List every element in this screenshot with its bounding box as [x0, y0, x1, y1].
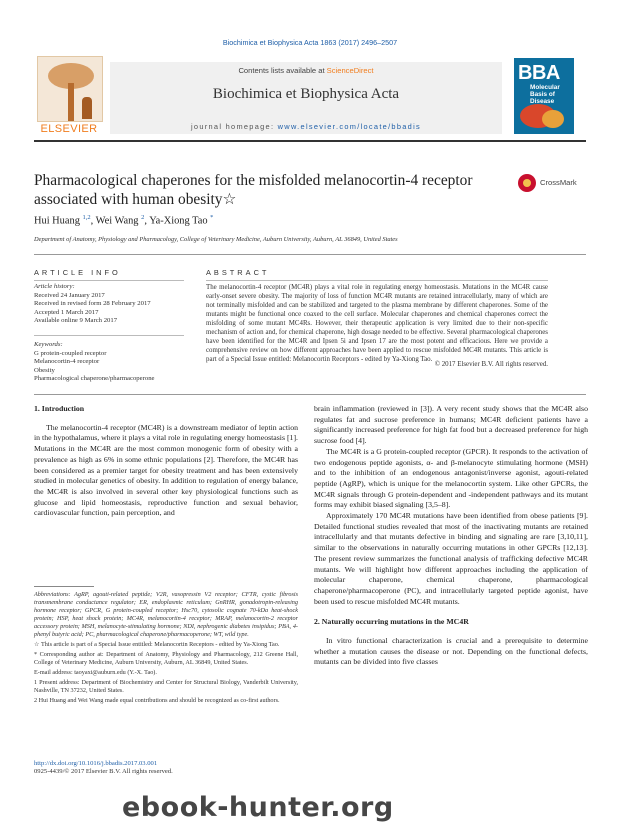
author-affiliation-mark[interactable]: 1,2	[82, 214, 91, 221]
crossmark-icon	[518, 174, 536, 192]
body-left-column	[34, 404, 298, 519]
contents-line	[110, 66, 502, 75]
watermark: ebook-hunter.org	[122, 792, 394, 823]
history-online: Available online 9 March 2017	[34, 317, 118, 325]
author-name[interactable]: Ya-Xiong Tao	[149, 215, 208, 227]
author-list: Hui Huang $^{1,2}$, Wei Wang $^2$, Ya-Xiong Tao *	[34, 214, 214, 227]
body-right-column	[314, 404, 588, 668]
journal-cover-thumbnail	[514, 58, 574, 134]
author-name[interactable]: Wei Wang	[95, 215, 139, 227]
doi-link[interactable]: http://dx.doi.org/10.1016/j.bbadis.2017.03.001	[34, 760, 158, 767]
crossmark-label: CrossMark	[540, 178, 577, 187]
corresponding-author-footnote: * Corresponding author at: Department of Anatomy, Physiology and Pharmacology, 212 Greene Hall, College of Veterinary Medicine, Auburn University, Auburn, AL 36849, United States.	[34, 651, 298, 666]
keyword: Obesity	[34, 366, 55, 374]
introduction-paragraph: The melanocortin-4 receptor (MC4R) is a downstream mediator of leptin action in the hypothalamus, where it plays a vital role in regulating energy homeostasis [1]. Mutations in the MC4R are the most common monogenic form of obesity with a prevalence as high as 6% in some ethnic populations [2]. Therefore, the MC4R has been considered as a premier target for obesity treatment and has been extensively studied in molecular genetics of obesity. In addition to regulation of energy balance, the MC4R is also involved in several other key physiological functions such as glucose and lipid homeostasis, reproductive function and sexual behavior, cardiovascular function, pain perception, and	[34, 422, 298, 518]
keywords-heading: Keywords:	[34, 341, 63, 348]
keyword: Melanocortin-4 receptor	[34, 358, 100, 366]
article-history	[34, 283, 184, 326]
abstract-divider	[206, 280, 548, 281]
abbreviations-footnote: Abbreviations: AgRP, agouti-related peptide; V2R, vasopressin V2 receptor; CFTR, cystic fibrosis transmembrane conductance regulator; ER, endoplasmic reticulum; GnRHR, gonadotropin-releasing hormone receptor; GPCR, G protein-coupled receptor; Hsc70, cytosolic cognate 70-kDa heat-shock protein; HSP, heat shock protein; MC4R, melanocortin-4 receptor; MRAP, melanocortin-2 receptor accessory protein; MSH, melanocyte-stimulating hormone; NDI, nephrogenic diabetes insipidus; PBA, 4-phenyl butyric acid; PC, pharmacological chaperone/pharmacoperone; WT, wild type.	[34, 591, 298, 638]
abstract-text: The melanocortin-4 receptor (MC4R) plays a vital role in regulating energy homeostasis. Mutations in the MC4R cause early-onset severe obesity. The majority of loss of function MC4R mutants are retained intracellularly, many of which are not terminally misfolded and can be stabilized and targeted to the plasma membrane by different chaperones. Some of the mutants might be functional once coaxed to the cell surface. Molecular chaperones and chemical chaperones correct the misfolding of some mutant MC4Rs. However, their therapeutic application is very limited due to their non-specific mechanism of action and, for chemical chaperone, high dosage needed to be effective. Several pharmacological chaperones have been identified for the MC4R and Ipsen 5i and Ipsen 17 are the most potent and efficacious. Here we provide a comprehensive review on how different approaches have been applied to rescue misfolded MC4R mutants. This article is part of a Special Issue entitled: Melanocortin Receptors - edited by Ya-Xiong Tao.	[206, 284, 548, 363]
article-info-label: ARTICLE INFO	[34, 268, 121, 277]
history-revised: Received in revised form 28 February 2017	[34, 300, 151, 308]
body-paragraph: In vitro functional characterization is crucial and a prerequisite to determine whether a mutation causes the disease or not. Depending on the functional defects, mutants can be divided into five classes	[314, 636, 588, 667]
crossmark-badge[interactable]	[518, 174, 588, 194]
elsevier-logo	[34, 56, 104, 136]
keyword: Pharmacological chaperone/pharmacoperone	[34, 375, 155, 383]
history-received: Received 24 January 2017	[34, 291, 105, 299]
present-address-footnote: 1 Present address: Department of Biochemistry and Center for Structural Biology, Vanderbilt University, Nashville, TN 37232, United States.	[34, 679, 298, 694]
keywords	[34, 341, 184, 384]
history-heading: Article history:	[34, 283, 75, 290]
homepage-prefix: journal homepage:	[190, 122, 278, 131]
title-divider	[34, 254, 586, 255]
corresponding-author-mark[interactable]: *	[210, 214, 214, 221]
history-accepted: Accepted 1 March 2017	[34, 308, 99, 316]
sciencedirect-link[interactable]: ScienceDirect	[326, 66, 374, 75]
footnotes	[34, 591, 298, 707]
body-paragraph: The MC4R is a G protein-coupled receptor (GPCR). It responds to the activation of two endogenous peptide agonists, α- and β-melanocyte stimulating hormone (MSH) and to the inhibition of an endogenous antagonist/inverse agonist, agouti-related peptide (AgRP), which is unique for the melanocortin system. Like other GPCRs, the MC4R signals through G protein-dependent and -independent pathways and its mutant forms may exhibit biased signaling [3,5–8].	[314, 446, 588, 510]
body-paragraph: Approximately 170 MC4R mutations have been identified from obese patients [9]. Detailed functional studies revealed that most of the inactivating mutants are retained intracellularly and that mutants defective in binding and signaling are rare [3,10,11], similar to the observations in naturally occurring mutations in other GPCRs [12,13]. The present review summarizes the functional analysis of trafficking defective MC4R mutants. We will highlight how different approaches including the application of molecular chaperone, chemical chaperone, pharmacological chaperone/pharmacoperone (PC), and intracellularly targeted peptide agonist, have been used to rescue misfolded MC4R mutants.	[314, 511, 588, 606]
publisher-logo-text: ELSEVIER	[40, 123, 98, 135]
equal-contribution-footnote: 2 Hui Huang and Wei Wang made equal contributions and should be recognized as co-first authors.	[34, 697, 280, 704]
abstract-copyright: © 2017 Elsevier B.V. All rights reserved.	[434, 361, 548, 368]
article-title: Pharmacological chaperones for the misfolded melanocortin-4 receptor associated with human obesity☆	[34, 172, 473, 208]
abstract-bottom-divider	[34, 394, 586, 395]
body-paragraph: brain inflammation (reviewed in [3]). A very recent study shows that the MC4R also regulates fat and sucrose preference in humans; MC4R deficient patients have a significantly increased preference for high fat food but a decreased preference for high sucrose food [4].	[314, 404, 588, 446]
author-name[interactable]: Hui Huang	[34, 215, 80, 227]
journal-homepage-line	[110, 122, 502, 131]
cover-title: BBA	[518, 62, 560, 84]
article-info-divider	[34, 280, 184, 281]
homepage-link[interactable]: www.elsevier.com/locate/bbadis	[277, 122, 422, 131]
introduction-heading: 1. Introduction	[34, 404, 85, 413]
keyword: G protein-coupled receptor	[34, 349, 107, 357]
special-issue-footnote: ☆ This article is part of a Special Issue entitled: Melanocortin Receptors - edited by Ya-Xiong Tao.	[34, 641, 280, 648]
footer-doi	[34, 760, 173, 777]
email-footnote[interactable]: E-mail address: taoyaxi@auburn.edu (Y.-X. Tao).	[34, 669, 157, 676]
affiliation: Department of Anatomy, Physiology and Pharmacology, College of Veterinary Medicine, Auburn University, Auburn, AL 36849, United States	[34, 236, 398, 243]
issn-line: 0925-4439/© 2017 Elsevier B.V. All rights reserved.	[34, 768, 173, 776]
journal-name: Biochimica et Biophysica Acta	[212, 86, 400, 102]
cover-subtitle: Molecular Basis of Disease	[530, 84, 560, 105]
contents-prefix: Contents lists available at	[238, 66, 327, 75]
footnote-divider	[34, 586, 94, 587]
tree-logo-icon	[37, 56, 103, 122]
journal-reference[interactable]: Biochimica et Biophysica Acta 1863 (2017) 2496–2507	[222, 38, 398, 47]
keywords-divider	[34, 335, 184, 336]
abstract-label: ABSTRACT	[206, 268, 270, 277]
author-affiliation-mark[interactable]: 2	[141, 214, 145, 221]
header-divider	[34, 140, 586, 142]
section-2-heading: 2. Naturally occurring mutations in the MC4R	[314, 617, 469, 627]
